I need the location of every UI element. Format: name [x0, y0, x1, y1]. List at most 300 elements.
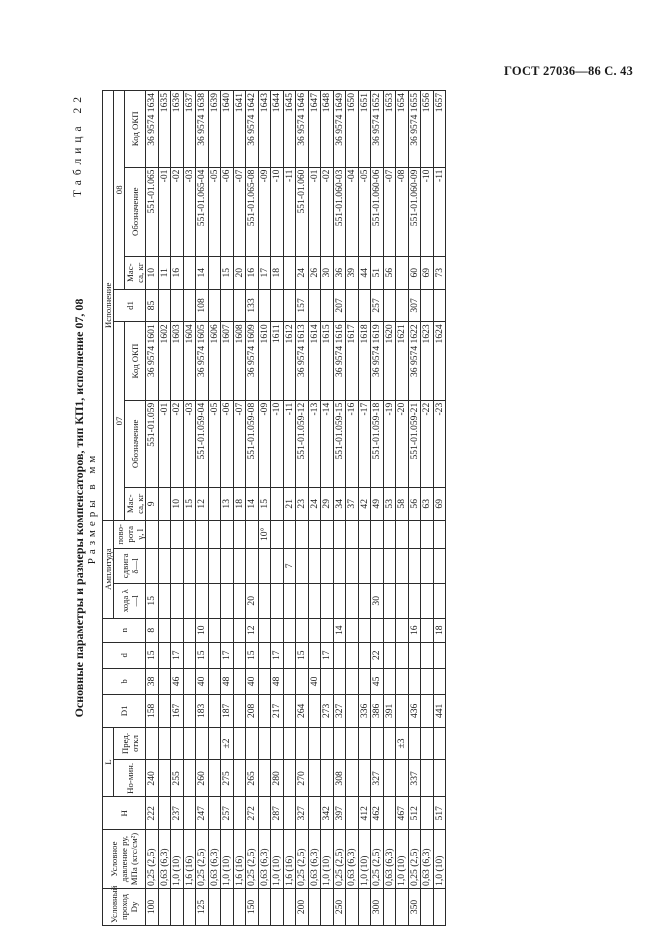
cell-hod	[433, 583, 446, 618]
cell-o08: 551-01.060	[296, 167, 309, 256]
cell-k08: 1657	[433, 91, 446, 168]
cell-pov	[421, 520, 434, 548]
cell-d1: 157	[296, 289, 309, 322]
cell-n	[421, 618, 434, 642]
cell-m08: 18	[271, 256, 284, 289]
cell-pred	[146, 727, 159, 760]
cell-k07: 36 9574 1622	[408, 322, 421, 400]
cell-H: 237	[171, 797, 184, 830]
cell-m08: 36	[333, 256, 346, 289]
cell-o07: 551-01.059-08	[246, 400, 259, 487]
cell-pov	[308, 520, 321, 548]
cell-m08: 17	[258, 256, 271, 289]
cell-d1	[221, 289, 234, 322]
cell-L	[321, 760, 334, 797]
col-okp-07: Код ОКП	[125, 322, 146, 400]
cell-D1	[233, 694, 246, 727]
table-row	[296, 91, 309, 926]
cell-b	[283, 668, 296, 694]
cell-hod	[346, 583, 359, 618]
table-row	[421, 91, 434, 926]
table-row	[208, 91, 221, 926]
cell-D1	[421, 694, 434, 727]
cell-k08: 1645	[283, 91, 296, 168]
cell-o07: -23	[433, 400, 446, 487]
cell-m07: 12	[196, 487, 209, 520]
cell-o07: -10	[271, 400, 284, 487]
cell-hod	[258, 583, 271, 618]
cell-sdv	[358, 548, 371, 583]
cell-pov	[371, 520, 384, 548]
cell-H: 412	[358, 797, 371, 830]
col-mass-07: Мас-са, кг	[125, 487, 146, 520]
cell-k07: 36 9574 1605	[196, 322, 209, 400]
cell-pov	[283, 520, 296, 548]
table-row	[433, 91, 446, 926]
cell-d	[421, 642, 434, 668]
table-header	[103, 91, 146, 926]
cell-k07: 1602	[158, 322, 171, 400]
cell-m08: 26	[308, 256, 321, 289]
cell-dy	[308, 888, 321, 925]
cell-dy	[271, 888, 284, 925]
cell-pred	[208, 727, 221, 760]
cell-D1	[396, 694, 409, 727]
cell-p: 0,25 (2,5)	[246, 830, 259, 889]
cell-m08: 73	[433, 256, 446, 289]
cell-p: 0,63 (6,3)	[208, 830, 221, 889]
cell-o07: -02	[171, 400, 184, 487]
table-row	[183, 91, 196, 926]
table-number: Таблица 22	[72, 92, 84, 197]
cell-D1	[183, 694, 196, 727]
table-row	[158, 91, 171, 926]
cell-m08	[183, 256, 196, 289]
col-d: d	[103, 642, 146, 668]
cell-d: 17	[321, 642, 334, 668]
cell-dy: 150	[246, 888, 259, 925]
cell-H	[346, 797, 359, 830]
cell-L	[158, 760, 171, 797]
cell-dy: 100	[146, 888, 159, 925]
cell-k08: 1644	[271, 91, 284, 168]
cell-D1: 167	[171, 694, 184, 727]
cell-sdv	[258, 548, 271, 583]
table-row	[396, 91, 409, 926]
cell-d	[408, 642, 421, 668]
cell-b: 48	[221, 668, 234, 694]
cell-k08: 36 9574 1652	[371, 91, 384, 168]
cell-o07: 551-01.059-18	[371, 400, 384, 487]
cell-H	[208, 797, 221, 830]
cell-D1	[283, 694, 296, 727]
table-row	[258, 91, 271, 926]
col-pressure: Условное давление ру, МПа (кгс/см²)	[103, 830, 146, 889]
cell-pov	[271, 520, 284, 548]
cell-H: 287	[271, 797, 284, 830]
cell-o07: -06	[221, 400, 234, 487]
col-variant-08: 08	[114, 91, 125, 290]
cell-d1	[258, 289, 271, 322]
cell-d	[283, 642, 296, 668]
cell-sdv	[246, 548, 259, 583]
cell-p: 0,63 (6,3)	[346, 830, 359, 889]
cell-d: 15	[246, 642, 259, 668]
cell-pred	[283, 727, 296, 760]
col-amp-shift: сдвига δ—l	[114, 548, 146, 583]
cell-pred	[246, 727, 259, 760]
cell-k08: 36 9574 1638	[196, 91, 209, 168]
cell-o08: -02	[321, 167, 334, 256]
cell-m07: 53	[383, 487, 396, 520]
cell-hod	[321, 583, 334, 618]
cell-b	[383, 668, 396, 694]
cell-k08: 1650	[346, 91, 359, 168]
cell-hod	[183, 583, 196, 618]
cell-d1: 108	[196, 289, 209, 322]
cell-m08: 30	[321, 256, 334, 289]
cell-p: 0,25 (2,5)	[371, 830, 384, 889]
col-b: b	[103, 668, 146, 694]
cell-p: 0,25 (2,5)	[196, 830, 209, 889]
cell-hod: 30	[371, 583, 384, 618]
cell-pov	[433, 520, 446, 548]
cell-dy	[421, 888, 434, 925]
cell-b: 38	[146, 668, 159, 694]
cell-p: 1,0 (10)	[221, 830, 234, 889]
cell-m08: 11	[158, 256, 171, 289]
cell-b: 45	[371, 668, 384, 694]
cell-m07: 15	[258, 487, 271, 520]
cell-k08: 1637	[183, 91, 196, 168]
cell-sdv	[221, 548, 234, 583]
cell-m07: 29	[321, 487, 334, 520]
cell-m07: 14	[246, 487, 259, 520]
cell-b	[233, 668, 246, 694]
cell-k07: 1607	[221, 322, 234, 400]
cell-dy: 125	[196, 888, 209, 925]
cell-pov	[408, 520, 421, 548]
cell-n: 8	[146, 618, 159, 642]
cell-sdv	[333, 548, 346, 583]
cell-n: 14	[333, 618, 346, 642]
cell-k07: 1604	[183, 322, 196, 400]
cell-pov	[333, 520, 346, 548]
cell-pred: ±3	[396, 727, 409, 760]
cell-L: 265	[246, 760, 259, 797]
cell-D1: 208	[246, 694, 259, 727]
cell-D1	[208, 694, 221, 727]
cell-hod: 15	[146, 583, 159, 618]
cell-n: 18	[433, 618, 446, 642]
table-row	[246, 91, 259, 926]
col-dy: Условный проход Dу	[103, 888, 146, 925]
cell-k08: 1647	[308, 91, 321, 168]
cell-d1	[158, 289, 171, 322]
cell-o07: -05	[208, 400, 221, 487]
cell-dy	[158, 888, 171, 925]
cell-o07: -07	[233, 400, 246, 487]
col-variant: Исполнение	[103, 91, 114, 521]
table-row	[333, 91, 346, 926]
cell-pred	[358, 727, 371, 760]
cell-b	[358, 668, 371, 694]
cell-pred	[171, 727, 184, 760]
cell-k07: 36 9574 1619	[371, 322, 384, 400]
cell-m07: 21	[283, 487, 296, 520]
cell-L: 308	[333, 760, 346, 797]
cell-o07: -19	[383, 400, 396, 487]
cell-o08: 551-01.065-04	[196, 167, 209, 256]
col-designation-08: Обозначение	[125, 167, 146, 256]
cell-o07: 551-01.059-12	[296, 400, 309, 487]
cell-sdv	[321, 548, 334, 583]
cell-p: 0,25 (2,5)	[296, 830, 309, 889]
cell-m07: 15	[183, 487, 196, 520]
cell-b: 40	[308, 668, 321, 694]
cell-hod	[421, 583, 434, 618]
cell-k08: 1641	[233, 91, 246, 168]
cell-L: 255	[171, 760, 184, 797]
col-amp-stroke: хода λ—l	[114, 583, 146, 618]
cell-d1	[433, 289, 446, 322]
cell-b	[433, 668, 446, 694]
cell-dy	[221, 888, 234, 925]
cell-o07: -16	[346, 400, 359, 487]
table-body	[146, 91, 446, 926]
cell-d1	[396, 289, 409, 322]
cell-k07: 36 9574 1601	[146, 322, 159, 400]
cell-k07: 1620	[383, 322, 396, 400]
cell-pov	[158, 520, 171, 548]
table-row	[196, 91, 209, 926]
cell-d	[333, 642, 346, 668]
cell-pred	[308, 727, 321, 760]
cell-pred	[383, 727, 396, 760]
cell-pov	[383, 520, 396, 548]
cell-L	[383, 760, 396, 797]
cell-o07: -17	[358, 400, 371, 487]
cell-pred	[346, 727, 359, 760]
cell-m08: 44	[358, 256, 371, 289]
cell-m08	[283, 256, 296, 289]
cell-o07: 551-01.059-21	[408, 400, 421, 487]
cell-sdv	[271, 548, 284, 583]
cell-b	[333, 668, 346, 694]
cell-H: 467	[396, 797, 409, 830]
cell-dy	[283, 888, 296, 925]
cell-p: 1,0 (10)	[271, 830, 284, 889]
cell-L	[433, 760, 446, 797]
cell-n	[371, 618, 384, 642]
cell-k07: 36 9574 1609	[246, 322, 259, 400]
cell-m07: 37	[346, 487, 359, 520]
cell-L	[346, 760, 359, 797]
cell-hod	[233, 583, 246, 618]
cell-m08: 16	[171, 256, 184, 289]
cell-sdv	[371, 548, 384, 583]
cell-o08: -01	[308, 167, 321, 256]
cell-k08: 36 9574 1642	[246, 91, 259, 168]
cell-b	[258, 668, 271, 694]
cell-k07: 1606	[208, 322, 221, 400]
cell-m07: 18	[233, 487, 246, 520]
cell-sdv	[346, 548, 359, 583]
cell-D1	[158, 694, 171, 727]
cell-hod	[208, 583, 221, 618]
cell-d1	[171, 289, 184, 322]
cell-n	[346, 618, 359, 642]
col-amp-rotation: пово-рота γ, l	[114, 520, 146, 548]
cell-H: 272	[246, 797, 259, 830]
cell-p: 1,6 (16)	[283, 830, 296, 889]
cell-d1: 257	[371, 289, 384, 322]
cell-n	[283, 618, 296, 642]
cell-m07	[208, 487, 221, 520]
cell-m07: 34	[333, 487, 346, 520]
cell-k07: 1623	[421, 322, 434, 400]
cell-b	[346, 668, 359, 694]
cell-sdv	[421, 548, 434, 583]
cell-hod	[158, 583, 171, 618]
cell-m07: 23	[296, 487, 309, 520]
cell-pred	[333, 727, 346, 760]
cell-k08: 1640	[221, 91, 234, 168]
cell-pov	[183, 520, 196, 548]
cell-L: 337	[408, 760, 421, 797]
cell-m08: 20	[233, 256, 246, 289]
cell-D1: 327	[333, 694, 346, 727]
cell-m08: 15	[221, 256, 234, 289]
cell-sdv	[196, 548, 209, 583]
cell-sdv	[233, 548, 246, 583]
cell-p: 1,6 (16)	[233, 830, 246, 889]
cell-o08: -03	[183, 167, 196, 256]
cell-d	[233, 642, 246, 668]
cell-D1: 441	[433, 694, 446, 727]
cell-L: 260	[196, 760, 209, 797]
cell-L: 280	[271, 760, 284, 797]
cell-p: 1,0 (10)	[321, 830, 334, 889]
cell-L	[358, 760, 371, 797]
cell-n: 10	[196, 618, 209, 642]
cell-n	[158, 618, 171, 642]
cell-d: 15	[196, 642, 209, 668]
cell-pred	[258, 727, 271, 760]
cell-D1: 391	[383, 694, 396, 727]
cell-d	[433, 642, 446, 668]
cell-sdv: 7	[283, 548, 296, 583]
cell-d1	[183, 289, 196, 322]
cell-D1: 273	[321, 694, 334, 727]
cell-pred	[196, 727, 209, 760]
cell-b	[183, 668, 196, 694]
table-row	[371, 91, 384, 926]
cell-o07: -22	[421, 400, 434, 487]
cell-m07: 69	[433, 487, 446, 520]
table-row	[408, 91, 421, 926]
cell-k08: 1639	[208, 91, 221, 168]
cell-m07: 9	[146, 487, 159, 520]
table-row	[233, 91, 246, 926]
cell-d	[346, 642, 359, 668]
cell-o07: -14	[321, 400, 334, 487]
cell-m07: 63	[421, 487, 434, 520]
cell-d: 17	[221, 642, 234, 668]
cell-D1: 187	[221, 694, 234, 727]
cell-d: 17	[171, 642, 184, 668]
cell-dy	[358, 888, 371, 925]
cell-dy	[396, 888, 409, 925]
cell-k08: 36 9574 1634	[146, 91, 159, 168]
cell-sdv	[183, 548, 196, 583]
cell-k07: 1612	[283, 322, 296, 400]
cell-o08: 551-01.065-08	[246, 167, 259, 256]
cell-hod	[296, 583, 309, 618]
cell-L: 270	[296, 760, 309, 797]
cell-dy	[208, 888, 221, 925]
cell-m07: 49	[371, 487, 384, 520]
cell-D1: 386	[371, 694, 384, 727]
cell-pred	[233, 727, 246, 760]
cell-d1	[208, 289, 221, 322]
cell-m08: 24	[296, 256, 309, 289]
cell-d: 15	[296, 642, 309, 668]
cell-m07	[158, 487, 171, 520]
cell-k08: 36 9574 1646	[296, 91, 309, 168]
cell-pred	[433, 727, 446, 760]
table-row	[146, 91, 159, 926]
cell-m08: 10	[146, 256, 159, 289]
cell-d	[208, 642, 221, 668]
cell-o08: -01	[158, 167, 171, 256]
table-row	[283, 91, 296, 926]
cell-m07: 56	[408, 487, 421, 520]
cell-k07: 1614	[308, 322, 321, 400]
cell-n	[208, 618, 221, 642]
cell-d1	[271, 289, 284, 322]
parameters-table	[102, 90, 446, 926]
cell-d	[358, 642, 371, 668]
cell-d1	[283, 289, 296, 322]
cell-p: 0,25 (2,5)	[146, 830, 159, 889]
rotated-page-content	[72, 90, 618, 926]
cell-k07: 36 9574 1613	[296, 322, 309, 400]
cell-hod	[283, 583, 296, 618]
cell-o08: -07	[383, 167, 396, 256]
cell-o08: -10	[421, 167, 434, 256]
cell-p: 0,63 (6,3)	[308, 830, 321, 889]
col-okp-08: Код ОКП	[125, 91, 146, 168]
cell-pov	[196, 520, 209, 548]
cell-o08: 551-01.060-03	[333, 167, 346, 256]
cell-pov	[396, 520, 409, 548]
cell-o08: -02	[171, 167, 184, 256]
cell-H	[158, 797, 171, 830]
col-l-pred: Пред. откл	[114, 727, 146, 760]
cell-n	[358, 618, 371, 642]
table-subtitle: Размеры в мм	[86, 451, 98, 565]
cell-pov	[233, 520, 246, 548]
cell-b: 48	[271, 668, 284, 694]
cell-dy	[433, 888, 446, 925]
cell-k07: 1608	[233, 322, 246, 400]
cell-pov: 10°	[258, 520, 271, 548]
cell-p: 0,25 (2,5)	[408, 830, 421, 889]
cell-o08: -09	[258, 167, 271, 256]
cell-sdv	[308, 548, 321, 583]
cell-pred	[158, 727, 171, 760]
